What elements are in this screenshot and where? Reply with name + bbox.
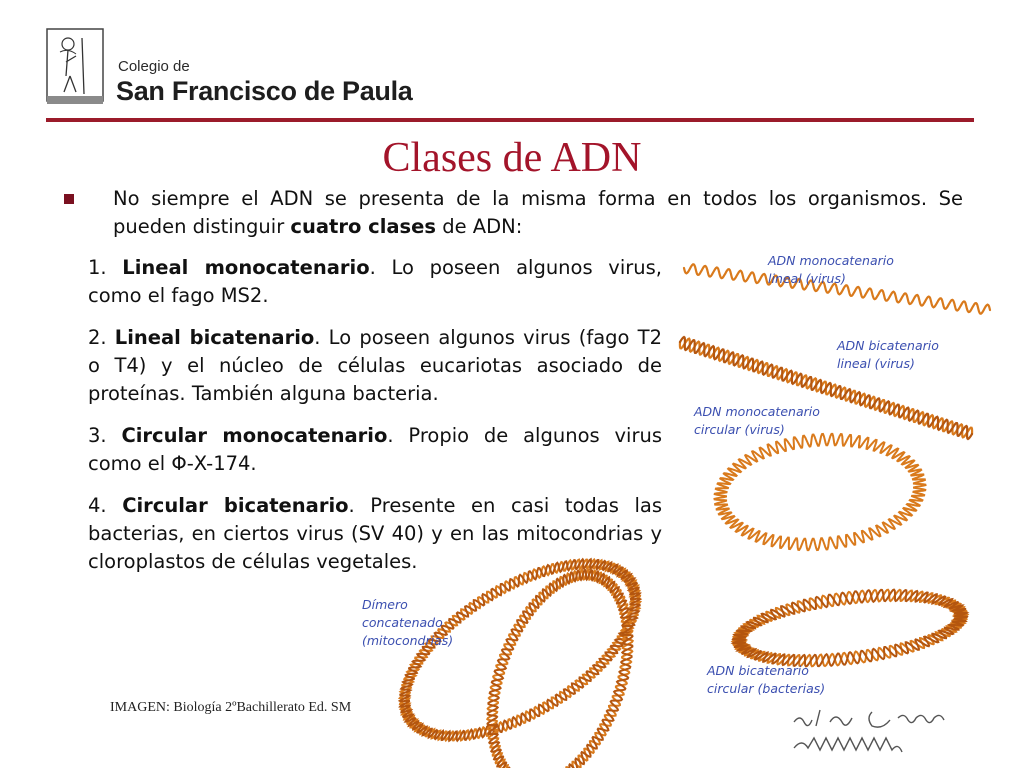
label-circ-bi	[707, 662, 825, 698]
strand-dimer-d	[488, 570, 633, 768]
label-line: ADN monocatenario	[694, 404, 820, 419]
item-description: . Presente en casi todas las bacterias, en ciertos virus (SV 40) y en las mitocondrias y cloroplastos de células vegetales.	[88, 494, 662, 573]
label-line: lineal (virus)	[837, 356, 915, 371]
label-dimero	[362, 596, 453, 650]
label-line: lineal (virus)	[768, 271, 846, 286]
item-number: 1.	[88, 256, 123, 279]
label-lineal-bi	[837, 337, 939, 373]
label-line: ADN monocatenario	[768, 253, 894, 268]
school-name-line1: Colegio de	[118, 58, 190, 75]
strand-dimer-c	[487, 570, 632, 768]
item-description: . Lo poseen algunos virus, como el fago MS2.	[88, 256, 662, 307]
label-line: circular (bacterias)	[707, 681, 826, 696]
item-number: 4.	[88, 494, 123, 517]
label-line: (mitocondrias)	[362, 633, 454, 648]
school-name-line2: San Francisco de Paula	[116, 76, 413, 106]
item-number: 3.	[88, 424, 122, 447]
intro-text: No siempre el ADN se presenta de la misma forma en todos los organismos. Se pueden distinguir	[113, 187, 963, 238]
label-lineal-mono	[768, 252, 894, 288]
image-credit: IMAGEN: Biología 2ºBachillerato Ed. SM	[110, 700, 352, 715]
intro-bold: cuatro clases	[290, 215, 436, 238]
label-circ-mono	[694, 403, 820, 439]
label-line: concatenado	[362, 615, 443, 630]
intro-text-end: de ADN:	[436, 215, 523, 238]
item-term: Circular monocatenario	[121, 424, 388, 447]
item-number: 2.	[88, 326, 115, 349]
label-line: ADN bicatenario	[707, 663, 809, 678]
item-description: . Propio de algunos virus como el Φ-X-174.	[88, 424, 662, 475]
label-line: ADN bicatenario	[837, 338, 939, 353]
handwritten-scribble-icon	[790, 700, 990, 762]
strand-circ-mono	[715, 434, 926, 550]
label-line: Dímero	[362, 597, 408, 612]
item-description: . Lo poseen algunos virus (fago T2 o T4) y el núcleo de células eucariotas asociado de proteínas. También alguna bacteria.	[88, 326, 662, 405]
strand-circ-bi-a	[733, 590, 967, 667]
slide-title: Clases de ADN	[382, 135, 642, 181]
item-term: Lineal monocatenario	[122, 256, 370, 279]
item-term: Lineal bicatenario	[114, 326, 315, 349]
item-term: Circular bicatenario	[122, 494, 349, 517]
label-line: circular (virus)	[694, 422, 785, 437]
